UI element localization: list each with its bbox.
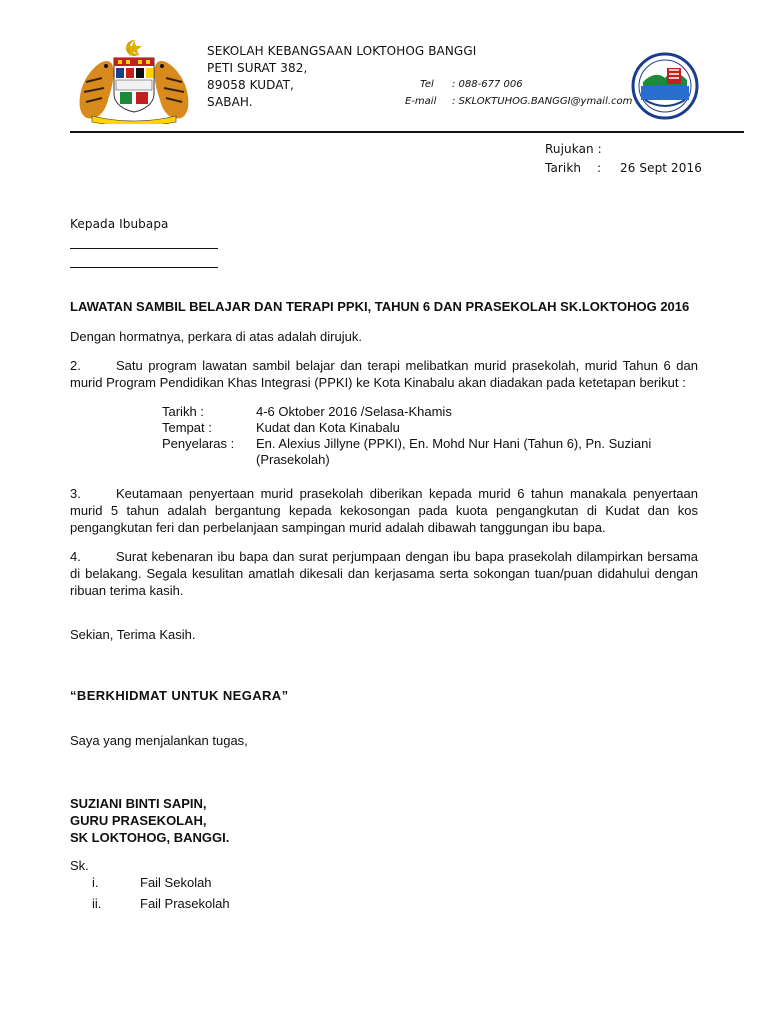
malaysia-coat-of-arms-icon [72,38,196,124]
signatory-school: SK LOKTOHOG, BANGGI. [70,830,230,845]
email-label: E-mail [405,96,437,107]
opening-line: Dengan hormatnya, perkara di atas adalah dirujuk. [70,329,362,344]
paragraph-number: 3. [70,486,81,501]
tarikh-separator: : [597,161,602,175]
paragraph-number: 4. [70,549,81,564]
closing-saya: Saya yang menjalankan tugas, [70,733,248,748]
tarikh-value: 26 Sept 2016 [620,161,702,175]
recipient-salutation: Kepada Ibubapa [70,217,169,231]
paragraph-text: Keutamaan penyertaan murid prasekolah diberikan kepada murid 6 tahun manakala penyertaan murid 5 tahun adalah bergantung kepada kekosongan pada kuota pengangkutan di Kudat dan kos pengangkutan feri dan perbelanjaan sampingan murid adalah dibawah tanggungan ibu bapa. [70,486,698,535]
signatory-position: GURU PRASEKOLAH, [70,813,207,828]
detail-value-penyelaras: En. Alexius Jillyne (PPKI), En. Mohd Nur Hani (Tahun 6), Pn. Suziani (Prasekolah) [256,436,652,467]
signatory-name: SUZIANI BINTI SAPIN, [70,796,207,811]
paragraph-number: 2. [70,358,81,373]
paragraph-text: Surat kebenaran ibu bapa dan surat perjumpaan dengan ibu bapa prasekolah dilampirkan bersama di belakang. Segala kesulitan amatlah dikesali dan kerjasama serta sokongan tuan/puan didahului dengan ribuan terima kasih. [70,549,698,598]
letterhead-divider [70,131,744,133]
paragraph-2 [70,357,698,391]
closing-sekian: Sekian, Terima Kasih. [70,627,196,642]
address-line-2: 89058 KUDAT, [207,78,294,92]
recipient-blank-line [70,248,218,249]
address-line-3: SABAH. [207,95,253,109]
paragraph-3 [70,485,698,536]
detail-label-tarikh: Tarikh : [162,404,204,419]
copy-item-number: ii. [92,896,102,911]
letter-subject: LAWATAN SAMBIL BELAJAR DAN TERAPI PPKI, TAHUN 6 DAN PRASEKOLAH SK.LOKTOHOG 2016 [70,299,690,314]
tel-value: : 088-677 006 [452,79,523,90]
address-line-1: PETI SURAT 382, [207,61,308,75]
paragraph-text: Satu program lawatan sambil belajar dan terapi melibatkan murid prasekolah, murid Tahun 6 dan murid Program Pendidikan Khas Integrasi (PPKI) ke Kota Kinabalu akan diadakan pada ketetapan berikut : [70,358,698,390]
rujukan-label: Rujukan : [545,142,602,156]
paragraph-4 [70,548,698,599]
school-badge-icon [631,52,699,120]
detail-label-penyelaras: Penyelaras : [162,436,235,451]
copies-label: Sk. [70,858,89,873]
copy-item-text: Fail Prasekolah [140,896,230,911]
email-value: : SKLOKTUHOG.BANGGI@ymail.com [452,96,633,107]
tarikh-label: Tarikh [545,161,582,175]
copy-item-number: i. [92,875,99,890]
recipient-blank-line [70,267,218,268]
detail-value-tempat: Kudat dan Kota Kinabalu [256,420,400,435]
tel-label: Tel [420,79,434,90]
detail-value-tarikh: 4-6 Oktober 2016 /Selasa-Khamis [256,404,452,419]
closing-motto: “BERKHIDMAT UNTUK NEGARA” [70,688,289,703]
school-name: SEKOLAH KEBANGSAAN LOKTOHOG BANGGI [207,44,477,58]
copy-item-text: Fail Sekolah [140,875,212,890]
detail-label-tempat: Tempat : [162,420,212,435]
